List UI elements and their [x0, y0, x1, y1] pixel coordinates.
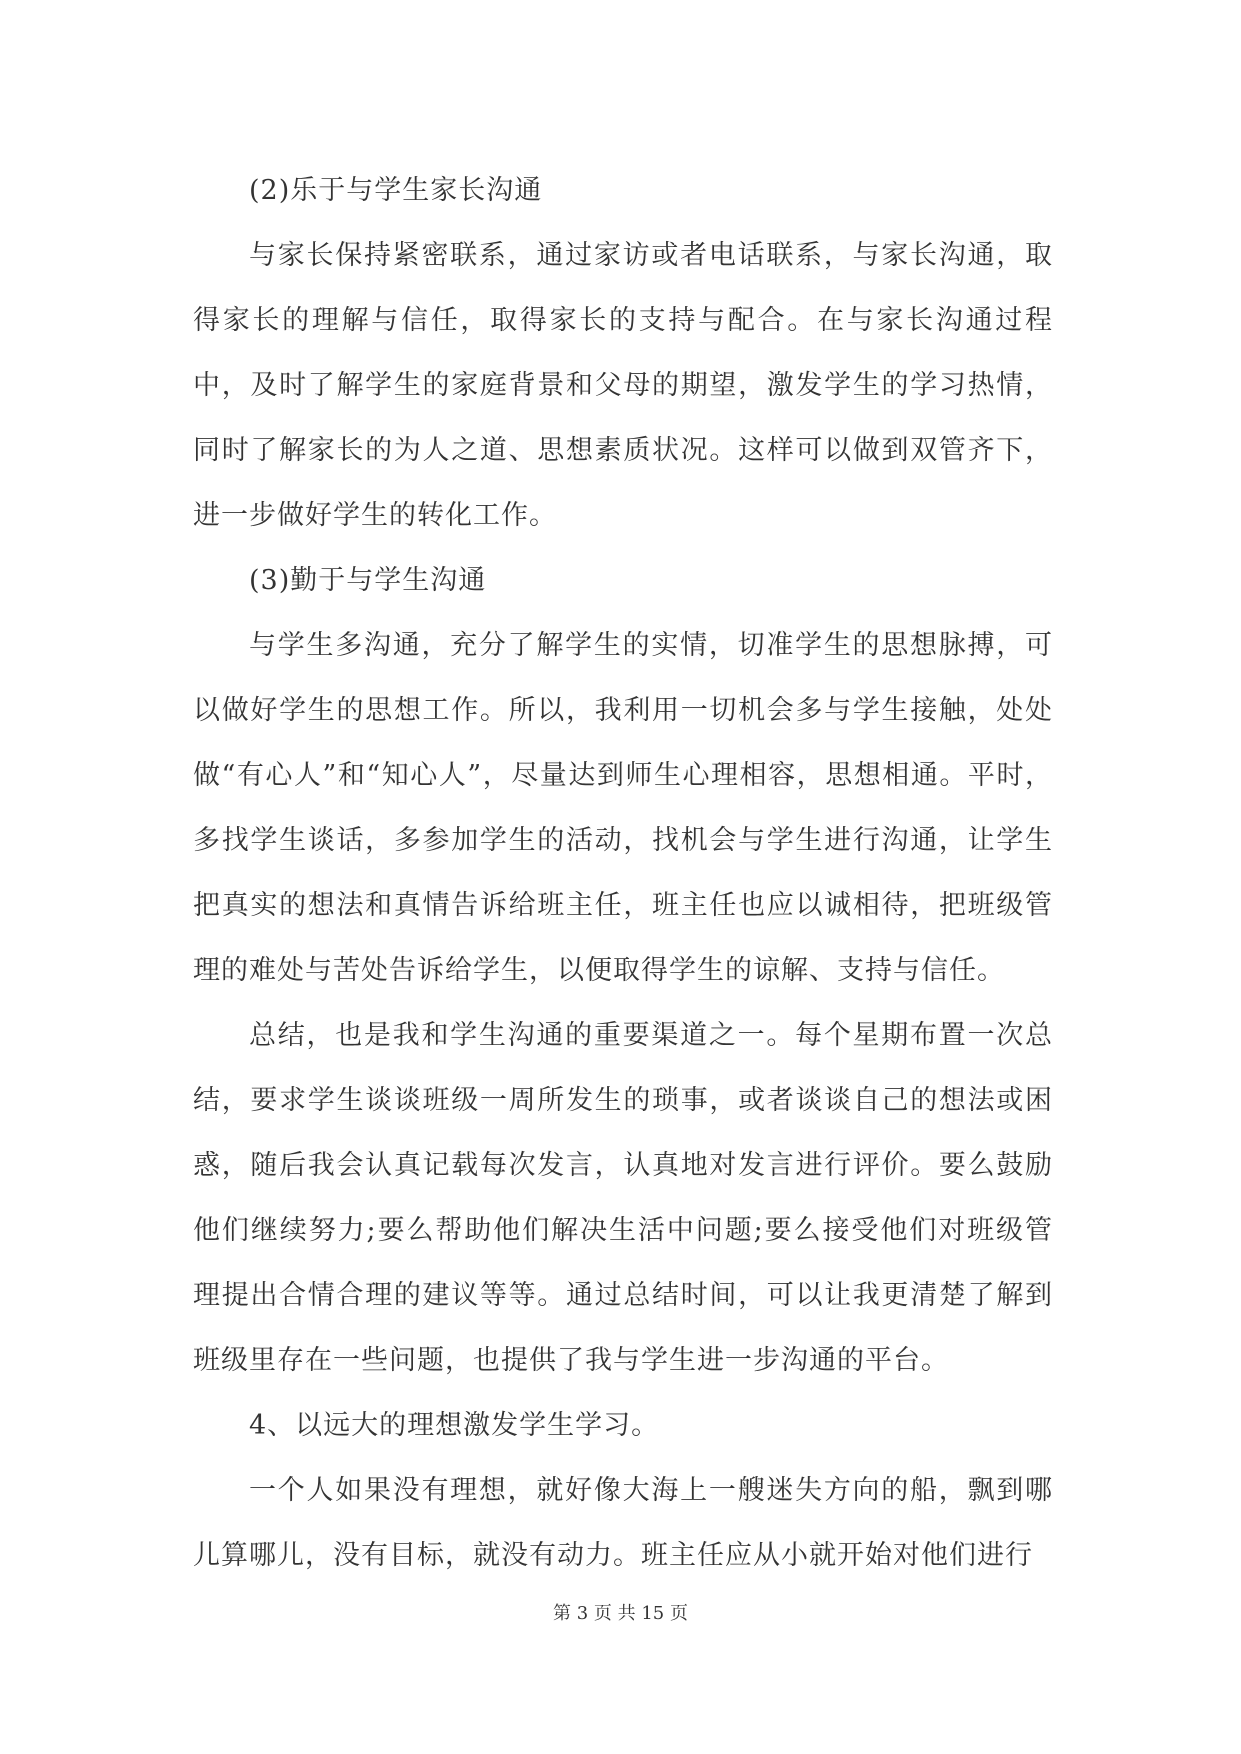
- section-heading-4: 4、以远大的理想激发学生学习。: [249, 1410, 660, 1441]
- paragraph: 一个人如果没有理想，就好像大海上一艘迷失方向的船，飘到哪儿算哪儿，没有目标，就没有动力。班主任应从小就开始对他们进行: [193, 1475, 1053, 1571]
- section-heading-2: (2)乐于与学生家长沟通: [249, 175, 543, 206]
- paragraph: 与学生多沟通，充分了解学生的实情，切准学生的思想脉搏，可以做好学生的思想工作。所以，我利用一切机会多与学生接触，处处做“有心人”和“知心人”，尽量达到师生心理相容，思想相通。平时，多找学生谈话，多参加学生的活动，找机会与学生进行沟通，让学生把真实的想法和真情告诉给班主任，班主任也应以诚相待，把班级管理的难处与苦处告诉给学生，以便取得学生的谅解、支持与信任。: [193, 630, 1053, 986]
- paragraph: 与家长保持紧密联系，通过家访或者电话联系，与家长沟通，取得家长的理解与信任，取得家长的支持与配合。在与家长沟通过程中，及时了解学生的家庭背景和父母的期望，激发学生的学习热情，同时了解家长的为人之道、思想素质状况。这样可以做到双管齐下，进一步做好学生的转化工作。: [193, 240, 1053, 531]
- paragraph: 总结，也是我和学生沟通的重要渠道之一。每个星期布置一次总结，要求学生谈谈班级一周所发生的琐事，或者谈谈自己的想法或困惑，随后我会认真记载每次发言，认真地对发言进行评价。要么鼓励他们继续努力;要么帮助他们解决生活中问题;要么接受他们对班级管理提出合情合理的建议等等。通过总结时间，可以让我更清楚了解到班级里存在一些问题，也提供了我与学生进一步沟通的平台。: [193, 1020, 1053, 1376]
- section-heading-3: (3)勤于与学生沟通: [249, 565, 487, 596]
- page-number-footer: 第 3 页 共 15 页: [553, 1603, 688, 1624]
- page-body: [193, 158, 1053, 1588]
